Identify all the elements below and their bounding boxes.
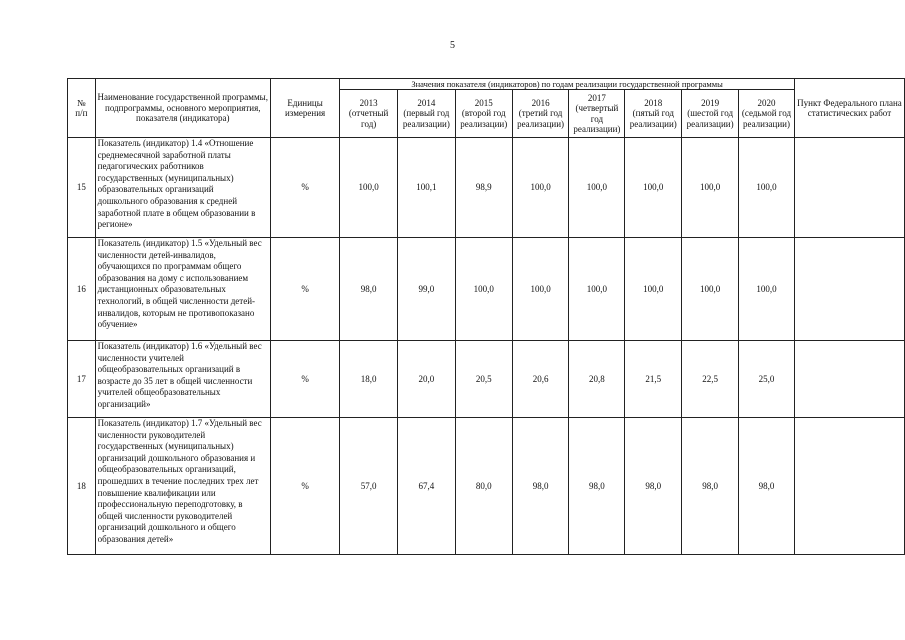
value-cell: 67,4 bbox=[397, 418, 455, 555]
row-number: 18 bbox=[68, 418, 96, 555]
table-row bbox=[68, 238, 905, 341]
plan-cell bbox=[794, 238, 904, 341]
row-number: 17 bbox=[68, 341, 96, 418]
header-year-note: (шестой год реализации) bbox=[686, 108, 734, 129]
header-year-note: (первый год реализации) bbox=[402, 108, 450, 129]
header-year-2016 bbox=[512, 90, 569, 138]
value-cell: 20,8 bbox=[569, 341, 625, 418]
header-year-2017 bbox=[569, 90, 625, 138]
header-number: № п/п bbox=[68, 79, 96, 138]
value-cell: 98,0 bbox=[682, 418, 739, 555]
indicator-name: Показатель (индикатор) 1.6 «Удельный вес численности учителей общеобразовательных организаций в возрасте до 35 лет в общей численности учителей общеобразовательных организаций» bbox=[95, 341, 270, 418]
header-year-2020 bbox=[739, 90, 795, 138]
table-row bbox=[68, 341, 905, 418]
value-cell: 100,0 bbox=[625, 138, 682, 238]
value-cell: 100,0 bbox=[682, 238, 739, 341]
value-cell: 100,0 bbox=[512, 138, 569, 238]
value-cell: 100,0 bbox=[455, 238, 512, 341]
indicator-name: Показатель (индикатор) 1.4 «Отношение среднемесячной заработной платы педагогических работников государственных (муниципальных) образовательных организаций дошкольного образования к средней заработной плате в общем образовании в регионе» bbox=[95, 138, 270, 238]
row-number: 15 bbox=[68, 138, 96, 238]
header-values-group: Значения показателя (индикаторов) по годам реализации государственной программы bbox=[340, 79, 795, 90]
header-year-note: (пятый год реализации) bbox=[629, 108, 677, 129]
header-year-note: (четвертый год реализации) bbox=[573, 103, 621, 134]
value-cell: 100,0 bbox=[569, 138, 625, 238]
header-year-label: 2014 bbox=[417, 97, 436, 108]
header-year-label: 2017 bbox=[587, 92, 606, 103]
header-year-label: 2016 bbox=[531, 97, 550, 108]
unit-cell: % bbox=[270, 138, 339, 238]
header-year-2018 bbox=[625, 90, 682, 138]
value-cell: 98,0 bbox=[569, 418, 625, 555]
header-year-note: (отчетный год) bbox=[348, 108, 389, 129]
header-year-label: 2019 bbox=[701, 97, 720, 108]
header-year-label: 2020 bbox=[757, 97, 776, 108]
header-year-2015 bbox=[455, 90, 512, 138]
plan-cell bbox=[794, 138, 904, 238]
header-year-label: 2013 bbox=[359, 97, 378, 108]
header-year-note: (третий год реализации) bbox=[517, 108, 565, 129]
value-cell: 98,0 bbox=[739, 418, 795, 555]
indicators-table bbox=[67, 78, 905, 555]
page-number: 5 bbox=[450, 40, 455, 51]
row-number: 16 bbox=[68, 238, 96, 341]
value-cell: 22,5 bbox=[682, 341, 739, 418]
header-year-2019 bbox=[682, 90, 739, 138]
value-cell: 98,9 bbox=[455, 138, 512, 238]
value-cell: 98,0 bbox=[625, 418, 682, 555]
plan-cell bbox=[794, 418, 904, 555]
value-cell: 100,1 bbox=[397, 138, 455, 238]
value-cell: 20,0 bbox=[397, 341, 455, 418]
value-cell: 100,0 bbox=[739, 238, 795, 341]
value-cell: 98,0 bbox=[512, 418, 569, 555]
value-cell: 100,0 bbox=[340, 138, 398, 238]
indicator-name: Показатель (индикатор) 1.7 «Удельный вес численности руководителей государственных (муниципальных) организаций дошкольного образования и общеобразовательных организаций, прошедших в течение последних трех лет повышение квалификации или профессиональную переподготовку, в общей численности руководителей организаций дошкольного и общего образования детей» bbox=[95, 418, 270, 555]
unit-cell: % bbox=[270, 418, 339, 555]
header-year-2014 bbox=[397, 90, 455, 138]
value-cell: 20,5 bbox=[455, 341, 512, 418]
header-plan: Пункт Федерального плана статистических работ bbox=[794, 79, 904, 138]
indicator-name: Показатель (индикатор) 1.5 «Удельный вес численности детей-инвалидов, обучающихся по программам общего образования на дому с использованием дистанционных образовательных технологий, в общей численности детей- инвалидов, которым не противопоказано обучение» bbox=[95, 238, 270, 341]
plan-cell bbox=[794, 341, 904, 418]
header-name: Наименование государственной программы, подпрограммы, основного мероприятия, показателя (индикатора) bbox=[95, 79, 270, 138]
value-cell: 80,0 bbox=[455, 418, 512, 555]
header-year-label: 2018 bbox=[644, 97, 663, 108]
value-cell: 100,0 bbox=[739, 138, 795, 238]
value-cell: 98,0 bbox=[340, 238, 398, 341]
header-units: Единицы измерения bbox=[270, 79, 339, 138]
header-year-label: 2015 bbox=[474, 97, 493, 108]
value-cell: 18,0 bbox=[340, 341, 398, 418]
table-row bbox=[68, 138, 905, 238]
value-cell: 100,0 bbox=[682, 138, 739, 238]
unit-cell: % bbox=[270, 341, 339, 418]
value-cell: 100,0 bbox=[625, 238, 682, 341]
value-cell: 100,0 bbox=[569, 238, 625, 341]
value-cell: 57,0 bbox=[340, 418, 398, 555]
value-cell: 21,5 bbox=[625, 341, 682, 418]
header-year-note: (второй год реализации) bbox=[460, 108, 508, 129]
table-row bbox=[68, 418, 905, 555]
unit-cell: % bbox=[270, 238, 339, 341]
value-cell: 100,0 bbox=[512, 238, 569, 341]
value-cell: 99,0 bbox=[397, 238, 455, 341]
value-cell: 20,6 bbox=[512, 341, 569, 418]
value-cell: 25,0 bbox=[739, 341, 795, 418]
header-year-note: (седьмой год реализации) bbox=[741, 108, 792, 129]
header-year-2013 bbox=[340, 90, 398, 138]
